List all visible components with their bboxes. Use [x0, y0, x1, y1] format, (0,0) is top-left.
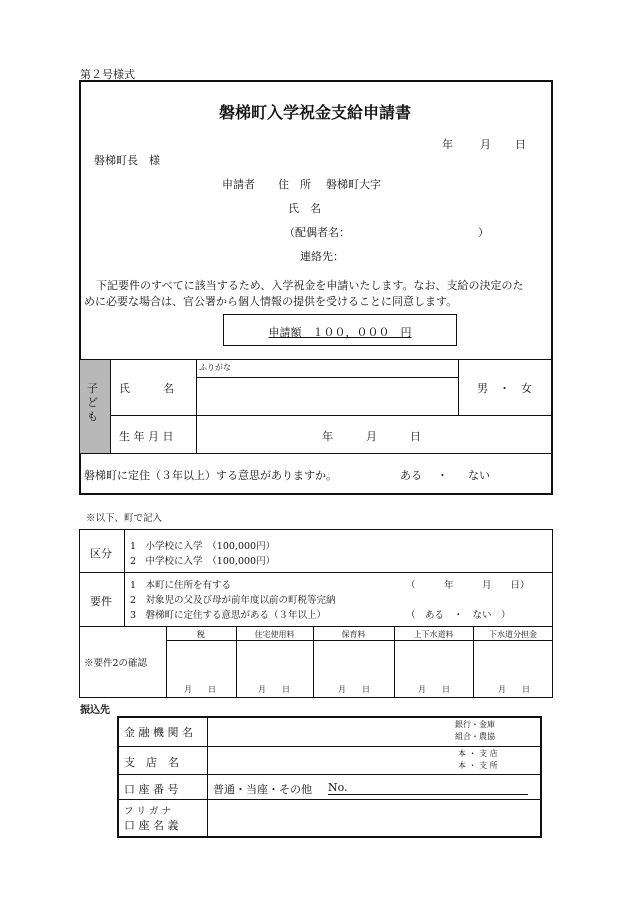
account-types: 普通・当座・その他 [213, 783, 312, 796]
branch-label: 支 店 名 [124, 756, 179, 769]
requirement-2: 2 対象児の父及び母が前年度以前の町税等完納 [130, 595, 336, 606]
spouse-label: （配偶者名： [284, 226, 350, 239]
child-name-label: 氏 名 [119, 382, 174, 395]
check-date-housing: 月 日 [258, 685, 290, 694]
residence-question: 磐梯町に定住（３年以上）する意思がありますか。 [84, 469, 337, 482]
requirement-1: 1 本町に住所を有する [130, 580, 232, 591]
check-column-sewer: 下水道分担金 [489, 630, 537, 639]
dob-value: 年 月 日 [322, 430, 421, 443]
check-date-water: 月 日 [418, 685, 450, 694]
institution-type-2: 組合・農協 [455, 732, 495, 741]
date-month-label: 月 [480, 138, 491, 151]
requirements-label: 要件 [90, 595, 112, 608]
residence-no: ない [468, 469, 490, 482]
address-value: 磐梯町大字 [326, 178, 381, 191]
dob-label: 生 年 月 日 [119, 430, 174, 443]
branch-type-1: 本 ・ 支 店 [458, 749, 498, 758]
amount-value: 申請額 １００，０００ 円 [268, 326, 412, 339]
check-label: ※要件2の確認 [84, 658, 148, 669]
check-column-nursery: 保育料 [341, 630, 366, 639]
spouse-close: ） [478, 226, 489, 239]
check-date-sewer: 月 日 [498, 685, 530, 694]
check-column-housing: 住宅使用料 [254, 630, 295, 639]
declaration-line-2: めに必要な場合は、官公署から個人情報の提供を受けることに同意します。 [84, 295, 458, 308]
addressee: 磐梯町長 様 [94, 154, 160, 167]
office-note: ※以下、町で記入 [86, 513, 163, 524]
child-section-label: 子ども [87, 382, 98, 423]
category-junior-high: 2 中学校に入学 （100,000円） [130, 556, 276, 567]
branch-type-2: 本 ・ 支 所 [458, 761, 498, 770]
date-day-label: 日 [515, 138, 526, 151]
holder-label: 口 座 名 義 [124, 819, 179, 832]
category-elementary: 1 小学校に入学 （100,000円） [130, 541, 276, 552]
furigana-label: フ リ ガ ナ [124, 806, 172, 817]
form-title: 磐梯町入学祝金支給申請書 [218, 103, 411, 122]
requirement-3-choice: （ ある ・ ない ） [406, 610, 511, 621]
check-date-tax: 月 日 [184, 685, 216, 694]
account-number-field [328, 781, 528, 795]
applicant-label: 申請者 [222, 178, 255, 191]
account-number-prefix: No. [328, 781, 348, 794]
declaration-line-1: 下記要件のすべてに該当するため、入学祝金を申請いたします。なお、支給の決定のた [96, 279, 524, 292]
address-label: 住 所 [278, 178, 311, 191]
gender-options: 男 ・ 女 [477, 382, 532, 395]
check-column-tax: 税 [197, 630, 205, 639]
category-label: 区分 [90, 547, 112, 560]
furigana-label: ふりがな [199, 363, 231, 372]
check-column-water: 上下水道料 [413, 630, 454, 639]
date-year-label: 年 [442, 138, 453, 151]
institution-label: 金 融 機 関 名 [124, 726, 193, 739]
institution-type-1: 銀行・金庫 [455, 720, 495, 729]
requirement-1-date: （ 年 月 日） [406, 580, 530, 591]
account-number-label: 口 座 番 号 [124, 783, 179, 796]
bank-heading: 振込先 [80, 705, 110, 716]
contact-label: 連絡先： [300, 250, 344, 263]
residence-yes: ある [400, 469, 422, 482]
form-number: 第２号様式 [80, 68, 135, 81]
requirement-3: 3 磐梯町に定住する意思がある（３年以上） [130, 610, 327, 621]
residence-separator: ・ [437, 469, 448, 482]
name-label: 氏 名 [288, 202, 321, 215]
check-date-nursery: 月 日 [338, 685, 370, 694]
